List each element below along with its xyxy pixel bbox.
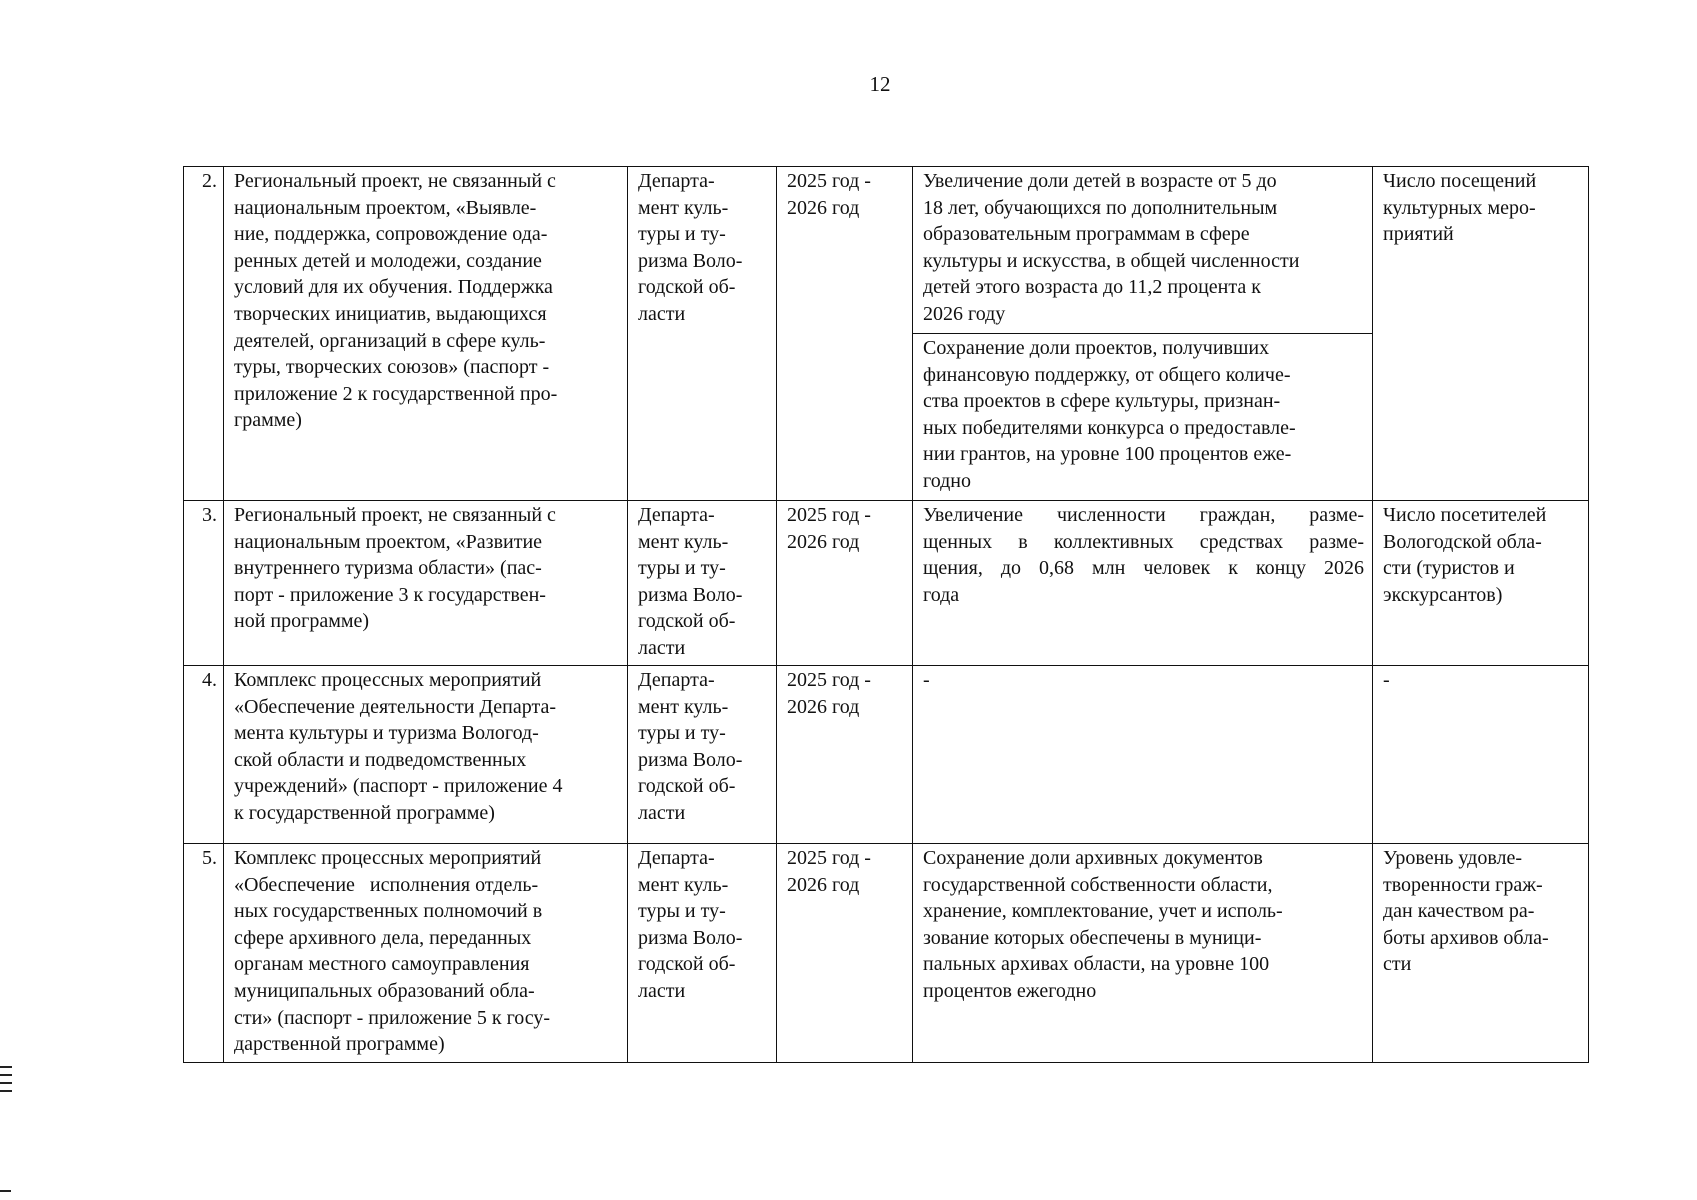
page-number: 12 [869, 72, 891, 96]
expected-result: Сохранение доли проектов, получивших финансовую поддержку, от общего количе- ства проектов в сфере культуры, признан- ных победителями конкурса о предоставле- нии грантов, на уровне 100 процентов еже- годно [913, 334, 1373, 501]
implementation-period: 2025 год - 2026 год [777, 844, 913, 1063]
responsible-executor: Департа- мент куль- туры и ту- ризма Воло- годской об- ласти [628, 167, 777, 501]
binding-marks [0, 1066, 12, 1098]
row-number: 4. [184, 666, 224, 844]
margin-dash [0, 1190, 11, 1192]
row-number: 3. [184, 501, 224, 666]
structural-element-name: Комплекс процессных мероприятий «Обеспечение исполнения отдель- ных государственных полномочий в сфере архивного дела, переданных органам местного самоуправления муниципальных образований обла- сти» (паспорт - приложение 5 к госу- дарственной программе) [224, 844, 628, 1063]
table-row [184, 666, 1589, 844]
program-structure-table [183, 166, 1589, 1063]
table-row [184, 844, 1589, 1063]
implementation-period: 2025 год - 2026 год [777, 167, 913, 501]
implementation-period: 2025 год - 2026 год [777, 501, 913, 666]
expected-result: Увеличение численности граждан, разме- щенных в коллективных средствах разме- щения, до 0,68 млн человек к концу 2026 года [913, 501, 1373, 666]
implementation-period: 2025 год - 2026 год [777, 666, 913, 844]
related-indicator: Число посещений культурных меро- приятий [1373, 167, 1589, 501]
row-number: 5. [184, 844, 224, 1063]
responsible-executor: Департа- мент куль- туры и ту- ризма Воло- годской об- ласти [628, 844, 777, 1063]
structural-element-name: Региональный проект, не связанный с национальным проектом, «Выявле- ние, поддержка, сопровождение ода- ренных детей и молодежи, создание условий для их обучения. Поддержка творческих инициатив, выдающихся деятелей, организаций в сфере куль- туры, творческих союзов» (паспорт - приложение 2 к государственной про- грамме) [224, 167, 628, 501]
related-indicator: - [1373, 666, 1589, 844]
responsible-executor: Департа- мент куль- туры и ту- ризма Воло- годской об- ласти [628, 666, 777, 844]
related-indicator: Число посетителей Вологодской обла- сти (туристов и экскурсантов) [1373, 501, 1589, 666]
expected-result: Увеличение доли детей в возрасте от 5 до 18 лет, обучающихся по дополнительным образовательным программам в сфере культуры и искусства, в общей численности детей этого возраста до 11,2 процента к 2026 году [913, 167, 1373, 334]
table-row [184, 501, 1589, 666]
expected-result: - [913, 666, 1373, 844]
structural-element-name: Региональный проект, не связанный с национальным проектом, «Развитие внутреннего туризма области» (пас- порт - приложение 3 к государствен- ной программе) [224, 501, 628, 666]
table-row [184, 167, 1589, 334]
row-number: 2. [184, 167, 224, 501]
expected-result: Сохранение доли архивных документов государственной собственности области, хранение, комплектование, учет и исполь- зование которых обеспечены в муници- пальных архивах области, на уровне 100 процентов ежегодно [913, 844, 1373, 1063]
structural-element-name: Комплекс процессных мероприятий «Обеспечение деятельности Департа- мента культуры и туризма Вологод- ской области и подведомственных учреждений» (паспорт - приложение 4 к государственной программе) [224, 666, 628, 844]
related-indicator: Уровень удовле- творенности граж- дан качеством ра- боты архивов обла- сти [1373, 844, 1589, 1063]
responsible-executor: Департа- мент куль- туры и ту- ризма Воло- годской об- ласти [628, 501, 777, 666]
